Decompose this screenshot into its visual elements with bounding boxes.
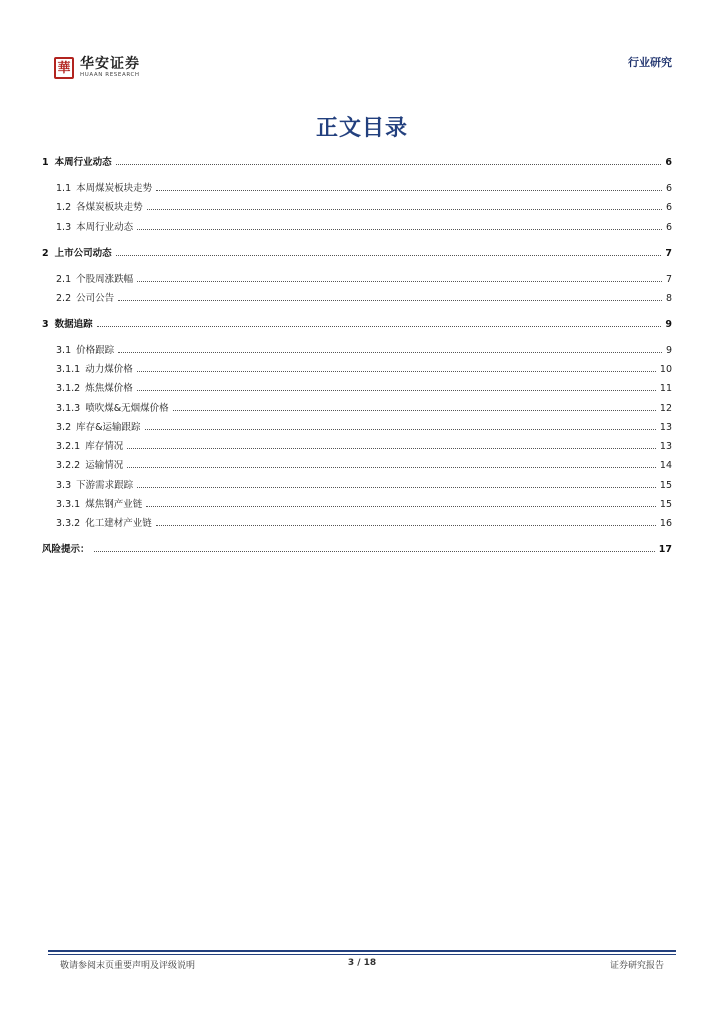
toc-leader-dots — [137, 479, 656, 488]
toc-entry-number: 1.2 — [56, 202, 72, 213]
toc-entry-label — [42, 245, 114, 259]
toc-leader-dots — [94, 543, 655, 552]
toc-entry-label — [56, 219, 135, 233]
toc-entry-label — [56, 515, 154, 529]
toc-entry[interactable] — [42, 154, 672, 168]
toc-entry-text: 各煤炭板块走势 — [76, 202, 143, 213]
toc-leader-dots — [173, 402, 656, 411]
toc-entry-page: 13 — [659, 422, 672, 433]
toc-entry[interactable] — [42, 361, 672, 375]
toc-entry-text: 本周行业动态 — [76, 222, 134, 233]
toc-entry-page: 15 — [659, 480, 672, 491]
toc-leader-dots — [147, 201, 662, 210]
toc-entry-number: 1.3 — [56, 222, 72, 233]
toc-entry-page: 6 — [665, 183, 672, 194]
toc-entry-number: 3.2 — [56, 422, 72, 433]
toc-leader-dots — [156, 517, 656, 526]
toc-leader-dots — [137, 221, 662, 230]
toc-entry-label — [56, 290, 116, 304]
toc-entry-number: 3.1.3 — [56, 403, 81, 414]
toc-leader-dots — [137, 273, 662, 282]
toc-entry-label — [56, 271, 135, 285]
toc-entry-label — [56, 199, 145, 213]
toc-leader-dots — [118, 344, 662, 353]
footer-report-type: 证券研究报告 — [609, 961, 664, 971]
toc-entry-label — [56, 419, 143, 433]
toc-entry-text: 数据追踪 — [54, 319, 93, 330]
toc-entry-label — [56, 477, 135, 491]
toc-entry-text: 煤焦钢产业链 — [85, 499, 143, 510]
toc-entry-number: 3.3.1 — [56, 499, 81, 510]
toc-entry[interactable] — [42, 271, 672, 285]
toc-entry-page: 16 — [659, 518, 672, 529]
toc-entry[interactable] — [42, 180, 672, 194]
page-number: 3 / 18 — [347, 958, 377, 968]
toc-entry-text: 炼焦煤价格 — [85, 383, 133, 394]
toc-entry-page: 11 — [659, 383, 672, 394]
toc-entry-label — [56, 438, 125, 452]
toc-entry-page: 6 — [665, 157, 672, 168]
toc-entry-page: 17 — [658, 544, 672, 555]
toc-entry-label — [56, 496, 144, 510]
toc-entry-label — [56, 380, 135, 394]
page-header — [42, 50, 682, 86]
toc-entry-text: 喷吹煤&无烟煤价格 — [85, 403, 169, 414]
toc-entry-text: 上市公司动态 — [54, 248, 112, 259]
logo-english-name: HUAAN RESEARCH — [80, 72, 140, 78]
toc-entry-text: 库存&运输跟踪 — [76, 422, 141, 433]
toc-entry-number: 2.1 — [56, 274, 72, 285]
footer-disclaimer: 敬请参阅末页重要声明及评级说明 — [60, 961, 196, 971]
toc-entry-text: 风险提示： — [42, 544, 90, 555]
toc-entry-number: 3.1 — [56, 345, 72, 356]
footer-rule — [48, 950, 676, 952]
toc-entry-page: 7 — [665, 274, 672, 285]
toc-entry-page: 15 — [659, 499, 672, 510]
logo-mark-icon: 華 — [54, 57, 74, 79]
toc-entry-text: 个股周涨跌幅 — [76, 274, 134, 285]
toc-entry-page: 8 — [665, 293, 672, 304]
toc-entry-text: 运输情况 — [85, 460, 124, 471]
toc-entry-page: 7 — [665, 248, 672, 259]
toc-entry-page: 9 — [665, 345, 672, 356]
toc-entry[interactable] — [42, 477, 672, 491]
toc-entry[interactable] — [42, 219, 672, 233]
toc-leader-dots — [116, 247, 662, 256]
toc-entry[interactable] — [42, 380, 672, 394]
toc-entry[interactable] — [42, 515, 672, 529]
toc-entry-number: 1 — [42, 157, 49, 168]
toc-entry-page: 6 — [665, 222, 672, 233]
toc-entry-number: 3.1.1 — [56, 364, 81, 375]
toc-entry[interactable] — [42, 438, 672, 452]
toc-entry-text: 公司公告 — [76, 293, 115, 304]
toc-entry-label — [42, 154, 114, 168]
toc-entry-label — [42, 541, 92, 555]
toc-leader-dots — [127, 440, 656, 449]
toc-entry-label — [42, 316, 95, 330]
toc-entry[interactable] — [42, 199, 672, 213]
toc-entry[interactable] — [42, 400, 672, 414]
toc-leader-dots — [118, 292, 662, 301]
toc-leader-dots — [97, 318, 662, 327]
report-category: 行业研究 — [628, 56, 672, 69]
toc-entry[interactable] — [42, 496, 672, 510]
toc-entry-text: 价格跟踪 — [76, 345, 115, 356]
toc-entry[interactable] — [42, 316, 672, 330]
toc-entry-text: 动力煤价格 — [85, 364, 133, 375]
toc-entry-number: 3 — [42, 319, 49, 330]
toc-entry[interactable] — [42, 541, 672, 555]
toc-leader-dots — [156, 182, 662, 191]
toc-entry[interactable] — [42, 457, 672, 471]
toc-entry-number: 3.3 — [56, 480, 72, 491]
toc-entry-label — [56, 400, 171, 414]
toc-entry-label — [56, 457, 125, 471]
toc-leader-dots — [127, 459, 656, 468]
toc-entry-number: 3.2.2 — [56, 460, 81, 471]
toc-leader-dots — [137, 382, 656, 391]
toc-entry[interactable] — [42, 419, 672, 433]
toc-leader-dots — [137, 363, 656, 372]
toc-leader-dots — [145, 421, 656, 430]
toc-entry-number: 2.2 — [56, 293, 72, 304]
toc-entry[interactable] — [42, 245, 672, 259]
toc-entry-page: 13 — [659, 441, 672, 452]
toc-entry-label — [56, 342, 116, 356]
toc-entry-page: 6 — [665, 202, 672, 213]
page-footer — [60, 958, 664, 972]
toc-entry-text: 本周煤炭板块走势 — [76, 183, 153, 194]
toc-entry-text: 库存情况 — [85, 441, 124, 452]
toc-entry-page: 9 — [665, 319, 672, 330]
logo-chinese-name: 华安证券 — [80, 56, 140, 72]
toc-entry-label — [56, 361, 135, 375]
toc-title: 正文目录 — [315, 115, 408, 141]
toc-entry-number: 1.1 — [56, 183, 72, 194]
toc-entry-number: 3.3.2 — [56, 518, 81, 529]
toc-entry-text: 本周行业动态 — [54, 157, 112, 168]
toc-entry-number: 3.1.2 — [56, 383, 81, 394]
toc-entry-number: 3.2.1 — [56, 441, 81, 452]
toc-leader-dots — [116, 156, 662, 165]
toc-entry-page: 10 — [659, 364, 672, 375]
toc-entry-page: 14 — [659, 460, 672, 471]
footer-rule-thin — [48, 954, 676, 955]
toc-entry[interactable] — [42, 290, 672, 304]
company-logo — [54, 56, 140, 79]
toc-entry-number: 2 — [42, 248, 49, 259]
toc-entry[interactable] — [42, 342, 672, 356]
toc-entry-text: 化工建材产业链 — [85, 518, 152, 529]
toc-leader-dots — [146, 498, 656, 507]
toc-entry-label — [56, 180, 154, 194]
toc-entry-text: 下游需求跟踪 — [76, 480, 134, 491]
toc-entry-page: 12 — [659, 403, 672, 414]
